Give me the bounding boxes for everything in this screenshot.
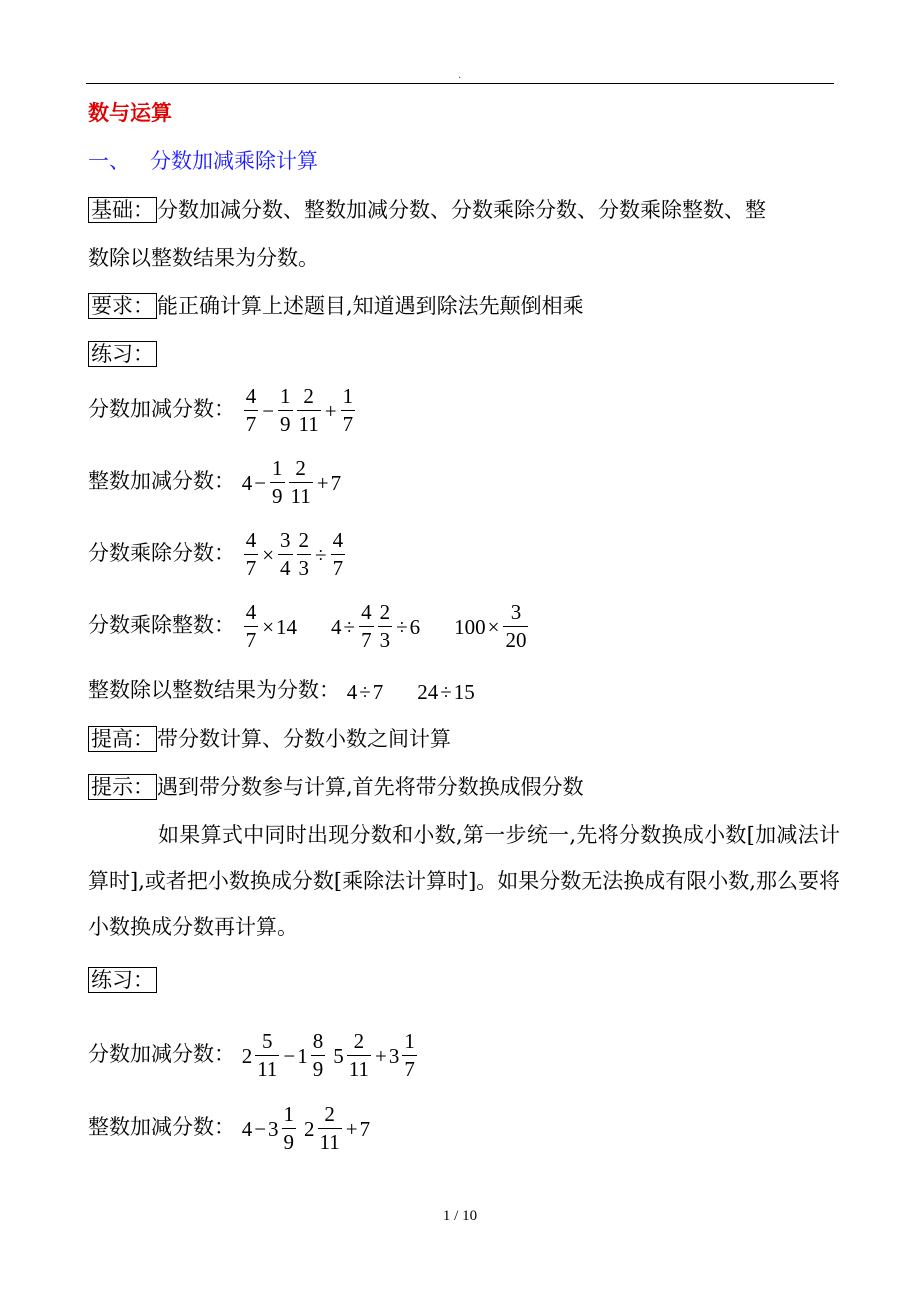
improve-line [88, 724, 451, 754]
exercise-frac-muldiv [88, 530, 347, 579]
practice2-line [88, 965, 157, 995]
fraction: $\frac{2}{3}$ [379, 600, 391, 652]
section-heading [88, 146, 318, 176]
fraction: $\frac{1}{9}$ [280, 384, 291, 436]
divide-sign: ÷ [343, 614, 356, 639]
mixed-whole: 2 [304, 1116, 315, 1141]
plus-sign: + [345, 1116, 358, 1141]
practice2-label: 练习： [88, 967, 157, 993]
fraction: $\frac{4}{7}$ [332, 528, 344, 580]
integer: 14 [276, 614, 298, 639]
integer: 7 [359, 1116, 371, 1141]
times-sign: × [487, 614, 500, 639]
header-mark: . [458, 70, 462, 81]
exercise-label: 分数加减分数： [88, 397, 235, 421]
exercise-label: 分数加减分数： [88, 1042, 235, 1066]
plus-sign: + [324, 398, 337, 423]
integer: 6 [409, 614, 421, 639]
minus-sign: − [262, 398, 275, 423]
minus-sign: − [254, 1116, 267, 1141]
fraction: $\frac{3}{20}$ [505, 600, 527, 652]
hint-text: 遇到带分数参与计算,首先将带分数换成假分数 [157, 775, 584, 799]
exercise-frac-int-muldiv [88, 602, 530, 651]
integer: 15 [453, 679, 475, 704]
fraction: $\frac{2}{11}$ [348, 1029, 369, 1081]
mixed-whole: 3 [388, 1043, 400, 1068]
fraction: $\frac{2}{11}$ [290, 456, 311, 508]
requirement-label: 要求： [88, 293, 157, 319]
basic-text-line1: 分数加减分数、整数加减分数、分数乘除分数、分数乘除整数、整 [157, 198, 766, 222]
exercise-label: 整数加减分数： [88, 469, 235, 493]
practice1-line [88, 339, 157, 369]
mixed-whole: 2 [241, 1043, 253, 1068]
exercise2-frac-addsub [88, 1031, 419, 1080]
exercise-label: 整数加减分数： [88, 1115, 235, 1139]
exercise-label: 分数乘除整数： [88, 613, 235, 637]
integer: 24 [417, 679, 439, 704]
math-expression [242, 458, 341, 507]
integer: 4 [331, 614, 342, 639]
fraction: $\frac{1}{7}$ [404, 1029, 415, 1081]
integer: 4 [241, 470, 253, 495]
math-expression [242, 602, 531, 651]
fraction: $\frac{1}{9}$ [272, 456, 283, 508]
mixed-whole: 3 [268, 1116, 279, 1141]
integer: 4 [346, 679, 358, 704]
section-number: 一、 [88, 149, 130, 173]
exercise2-int-addsub [88, 1104, 370, 1153]
fraction: $\frac{1}{9}$ [283, 1102, 295, 1154]
basic-label: 基础： [88, 197, 157, 223]
hint-line [88, 772, 584, 802]
minus-sign: − [254, 470, 267, 495]
mixed-whole: 1 [297, 1043, 308, 1068]
divide-sign: ÷ [315, 542, 327, 567]
fraction: $\frac{4}{7}$ [245, 528, 257, 580]
exercise-label: 分数乘除分数： [88, 541, 235, 565]
exercise-int-div [88, 675, 475, 707]
math-expression [242, 530, 347, 579]
fraction: $\frac{2}{3}$ [298, 528, 310, 580]
math-expression [242, 1104, 370, 1153]
improve-label: 提高： [88, 726, 157, 752]
exercise-int-addsub [88, 458, 341, 507]
integer: 7 [372, 679, 384, 704]
integer: 100 [454, 614, 486, 639]
fraction: $\frac{2}{11}$ [319, 1102, 340, 1154]
math-expression [242, 386, 357, 435]
header-rule [86, 83, 834, 84]
hint-label: 提示： [88, 774, 157, 800]
page-title: 数与运算 [88, 100, 172, 125]
hint-paragraph: 如果算式中同时出现分数和小数,第一步统一,先将分数换成小数[加减法计算时],或者把小数换成分数[乘除法计算时]。如果分数无法换成有限小数,那么要将小数换成分数再计算。 [88, 823, 840, 939]
basic-text-line2: 数除以整数结果为分数。 [88, 246, 319, 270]
mixed-whole: 5 [333, 1043, 344, 1068]
basic-line [88, 195, 766, 225]
fraction: $\frac{4}{7}$ [361, 600, 372, 652]
fraction: $\frac{5}{11}$ [257, 1029, 278, 1081]
page-number: 1 / 10 [442, 1208, 478, 1224]
practice1-label: 练习： [88, 341, 157, 367]
divide-sign: ÷ [359, 679, 371, 704]
requirement-line [88, 291, 584, 321]
integer: 7 [330, 470, 342, 495]
times-sign: × [262, 542, 275, 567]
fraction: $\frac{4}{7}$ [245, 384, 257, 436]
fraction: $\frac{2}{11}$ [298, 384, 319, 436]
requirement-text: 能正确计算上述题目,知道遇到除法先颠倒相乘 [157, 294, 584, 318]
exercise-label: 整数除以整数结果为分数： [88, 678, 340, 702]
fraction: $\frac{4}{7}$ [245, 600, 257, 652]
fraction: $\frac{8}{9}$ [312, 1029, 324, 1081]
fraction: $\frac{1}{7}$ [342, 384, 354, 436]
integer: 4 [241, 1116, 253, 1141]
plus-sign: + [316, 470, 329, 495]
fraction: $\frac{3}{4}$ [280, 528, 291, 580]
math-expression [347, 677, 475, 707]
times-sign: × [262, 614, 275, 639]
improve-text: 带分数计算、分数小数之间计算 [157, 727, 451, 751]
minus-sign: − [283, 1043, 296, 1068]
divide-sign: ÷ [396, 614, 408, 639]
math-expression [242, 1031, 419, 1080]
divide-sign: ÷ [440, 679, 452, 704]
plus-sign: + [375, 1043, 387, 1068]
section-title: 分数加减乘除计算 [150, 149, 318, 173]
exercise-frac-addsub [88, 386, 357, 435]
